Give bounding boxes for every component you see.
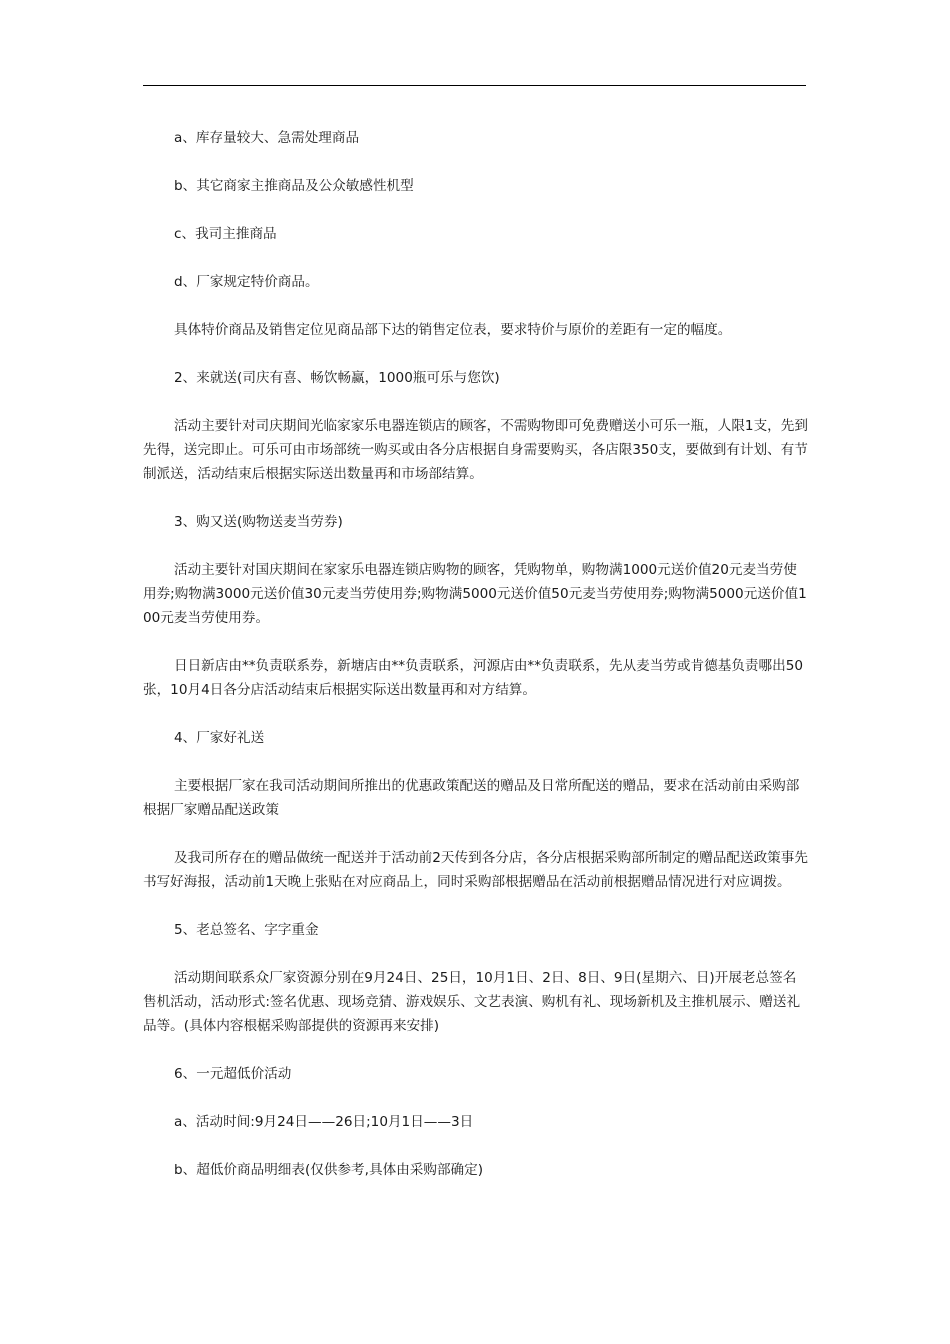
list-item-c: c、我司主推商品: [174, 226, 277, 242]
paragraph-gift-policy: 主要根据厂家在我司活动期间所推出的优惠政策配送的赠品及日常所配送的赠品，要求在活动前由采购部根据厂家赠品配送政策: [143, 778, 800, 818]
section-heading-3: 3、购又送(购物送麦当劳券): [174, 514, 343, 530]
section-heading-4: 4、厂家好礼送: [174, 730, 265, 746]
list-item-a: a、库存量较大、急需处理商品: [174, 130, 360, 146]
section-heading-6: 6、一元超低价活动: [174, 1066, 292, 1082]
list-item-product-table: b、超低价商品明细表(仅供参考,具体由采购部确定): [174, 1162, 484, 1178]
paragraph-ceo-signing: 活动期间联系众厂家资源分别在9月24日、25日，10月1日、2日、8日、9日(星期六、日)开展老总签名售机活动，活动形式:签名优惠、现场竞猜、游戏娱乐、文艺表演、购机有礼、现场新机及主推机展示、赠送礼品等。(具体内容根椐采购部提供的资源再来安排): [143, 970, 801, 1034]
section-heading-2: 2、来就送(司庆有喜、畅饮畅赢，1000瓶可乐与您饮): [174, 370, 500, 386]
list-item-b: b、其它商家主推商品及公众敏感性机型: [174, 178, 414, 194]
paragraph-mcdonalds-promo: 活动主要针对国庆期间在家家乐电器连锁店购物的顾客，凭购物单，购物满1000元送价值20元麦当劳使用券;购物满3000元送价值30元麦当劳使用券;购物满5000元送价值50元麦当劳使用券;购物满5000元送价值100元麦当劳使用券。: [143, 562, 807, 626]
header-rule: [143, 85, 806, 86]
list-item-d: d、厂家规定特价商品。: [174, 274, 319, 290]
section-heading-5: 5、老总签名、字字重金: [174, 922, 319, 938]
list-item-activity-time: a、活动时间:9月24日——26日;10月1日——3日: [174, 1114, 474, 1130]
paragraph-gift-distribution: 及我司所存在的赠品做统一配送并于活动前2天传到各分店，各分店根据采购部所制定的赠品配送政策事先书写好海报，活动前1天晚上张贴在对应商品上，同时采购部根据赠品在活动前根据赠品情况进行对应调拨。: [143, 850, 808, 890]
document-body: [143, 126, 808, 1182]
paragraph-pricing-note: 具体特价商品及销售定位见商品部下达的销售定位表，要求特价与原价的差距有一定的幅度。: [174, 322, 732, 338]
paragraph-cola-promo: 活动主要针对司庆期间光临家家乐电器连锁店的顾客，不需购物即可免费赠送小可乐一瓶，人限1支，先到先得，送完即止。可乐可由市场部统一购买或由各分店根据自身需要购买，各店限350支，要做到有计划、有节制派送，活动结束后根据实际送出数量再和市场部结算。: [143, 418, 808, 482]
paragraph-store-contacts: 日日新店由**负责联系券，新塘店由**负责联系，河源店由**负责联系，先从麦当劳或肯德基负责哪出50张，10月4日各分店活动结束后根据实际送出数量再和对方结算。: [143, 658, 804, 698]
